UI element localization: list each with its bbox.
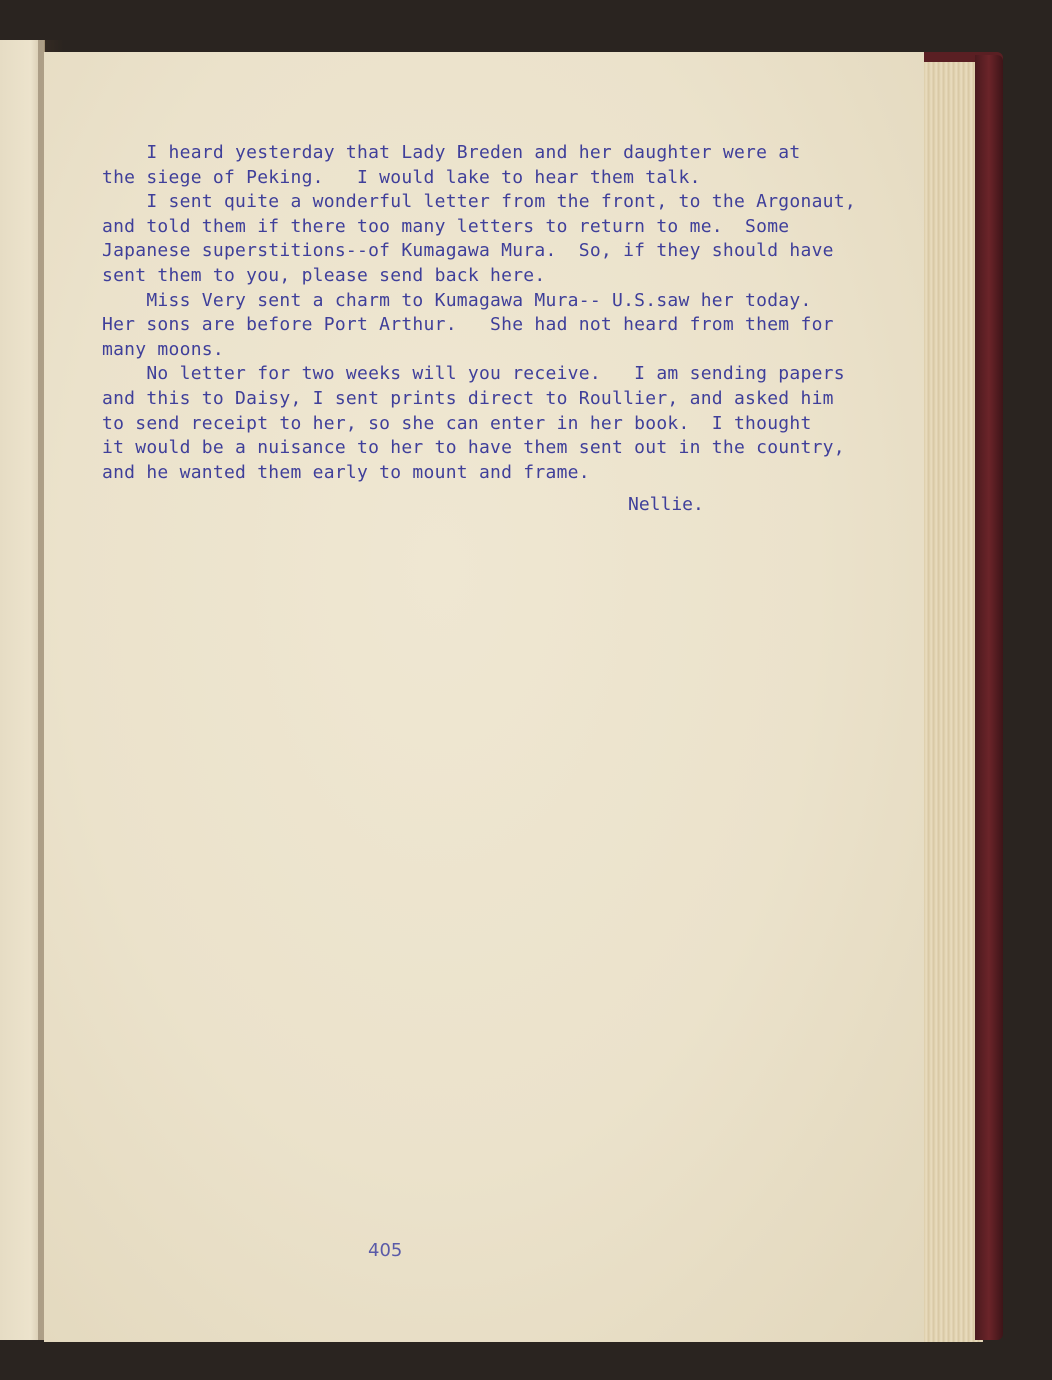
letter-line: it would be a nuisance to her to have them sent out in the country, — [102, 437, 845, 459]
book-cover-spine — [975, 55, 1003, 1340]
letter-body — [102, 141, 912, 485]
letter-line: Japanese superstitions--of Kumagawa Mura. So, if they should have — [102, 240, 834, 262]
letter-line: I heard yesterday that Lady Breden and her daughter were at — [102, 142, 801, 163]
letter-line: and he wanted them early to mount and frame. — [102, 461, 590, 483]
letter-line: Miss Very sent a charm to Kumagawa Mura-- U.S.saw her today. — [102, 289, 812, 311]
page-number: 405 — [368, 1240, 403, 1261]
letter-line: and this to Daisy, I sent prints direct to Roullier, and asked him — [102, 387, 834, 409]
signature: Nellie. — [628, 494, 704, 515]
letter-line: to send receipt to her, so she can enter in her book. I thought — [102, 412, 812, 434]
letter-line: No letter for two weeks will you receive. I am sending papers — [102, 363, 845, 385]
letter-line: Her sons are before Port Arthur. She had not heard from them for — [102, 314, 834, 336]
letter-line: and told them if there too many letters to return to me. Some — [102, 215, 790, 237]
letter-line: sent them to you, please send back here. — [102, 264, 546, 286]
letter-line: I sent quite a wonderful letter from the front, to the Argonaut, — [102, 191, 856, 213]
letter-line: the siege of Peking. I would lake to hear them talk. — [102, 166, 701, 188]
letter-line: many moons. — [102, 338, 224, 360]
